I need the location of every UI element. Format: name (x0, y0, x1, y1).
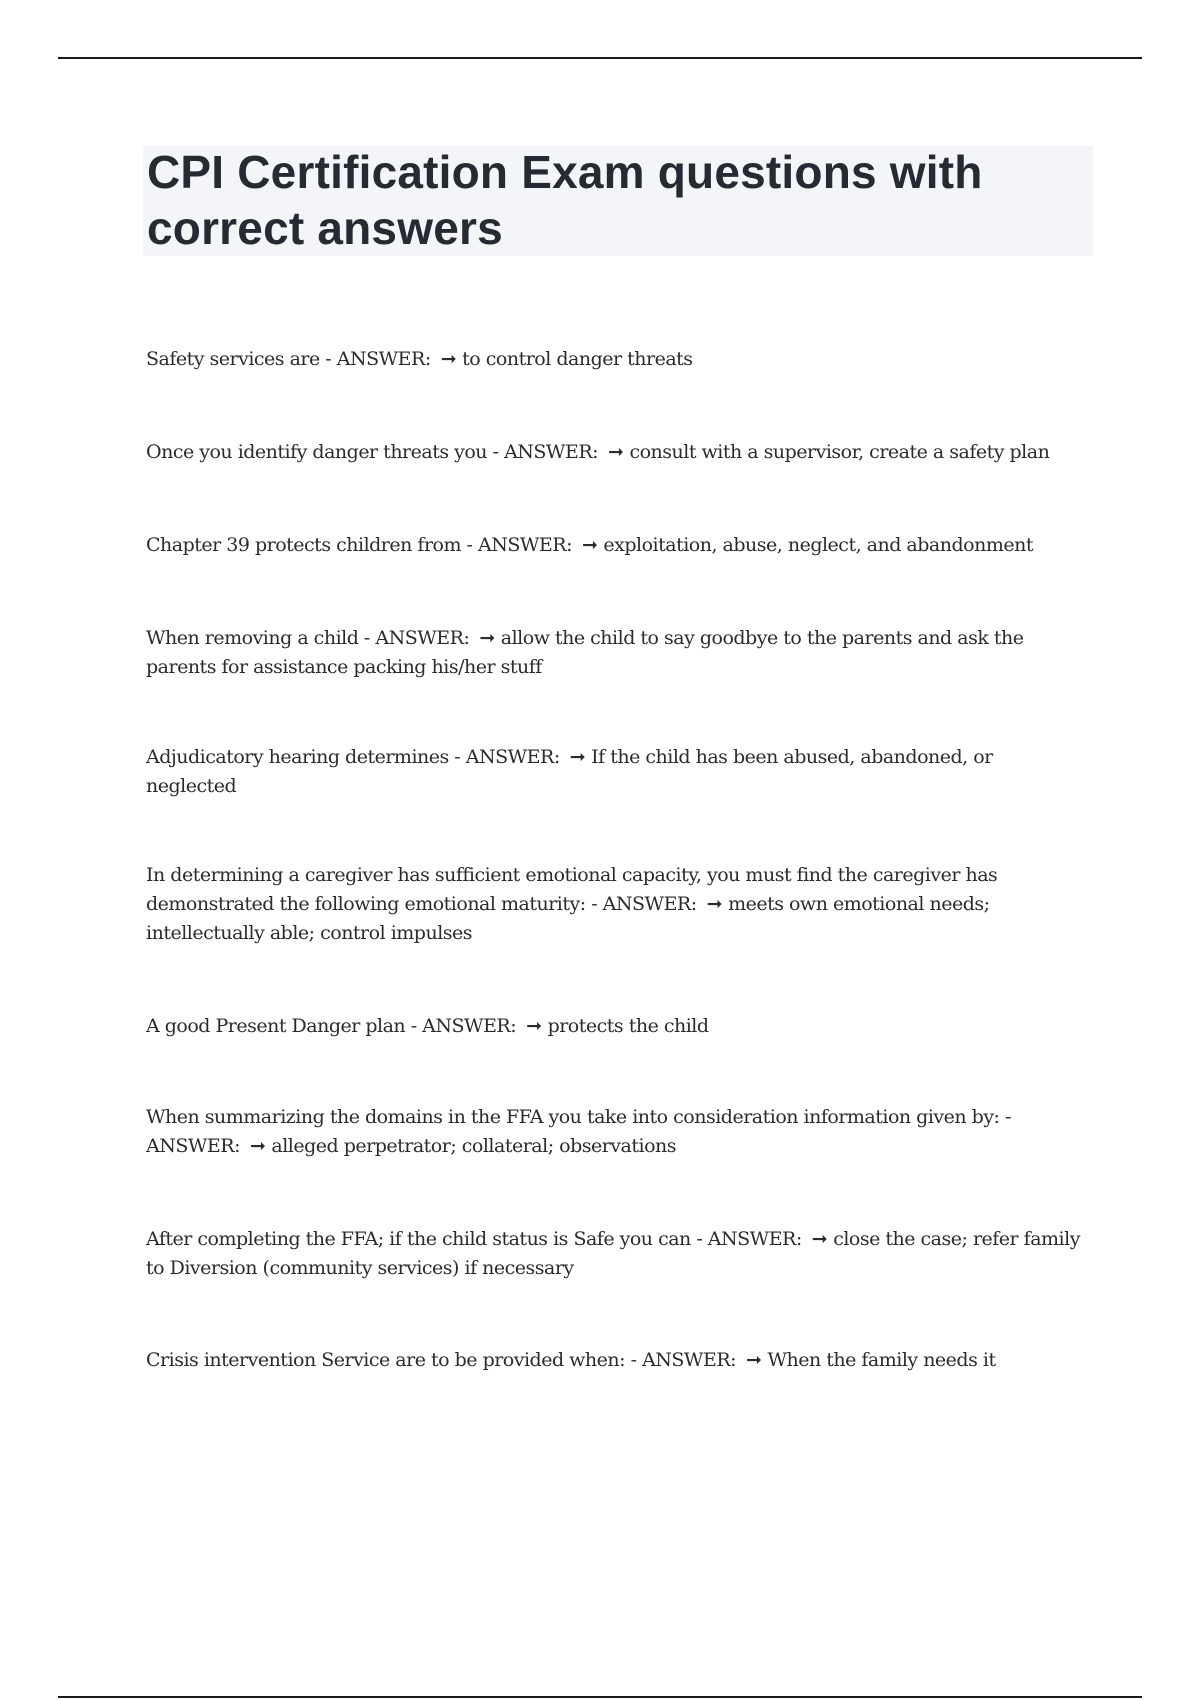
answer-marker: ANSWER: (504, 441, 599, 463)
question-text: In determining a caregiver has sufficient emotional capacity, you must find the caregiver has demonstrated the following emotional maturity: - (146, 864, 998, 915)
question-text: Adjudicatory hearing determines - (146, 746, 461, 768)
question-text: Chapter 39 protects children from - (146, 534, 473, 556)
qa-item (146, 1225, 1086, 1283)
qa-item (146, 743, 1086, 801)
answer-text: consult with a supervisor, create a safety plan (629, 441, 1050, 463)
arrow-icon: ➞ (440, 348, 457, 370)
question-text: After completing the FFA; if the child status is Safe you can - (146, 1228, 703, 1250)
arrow-icon: ➞ (569, 746, 586, 768)
arrow-icon: ➞ (811, 1228, 828, 1250)
answer-marker: ANSWER: (707, 1228, 802, 1250)
question-text: Crisis intervention Service are to be provided when: - (146, 1349, 637, 1371)
answer-marker: ANSWER: (422, 1015, 517, 1037)
answer-marker: ANSWER: (478, 534, 572, 556)
arrow-icon: ➞ (706, 893, 723, 915)
answer-text: allow the child to say goodbye to the parents and ask the parents for assistance packing his/her stuff (146, 627, 1024, 678)
question-text: Once you identify danger threats you - (146, 441, 499, 463)
answer-text: alleged perpetrator; collateral; observations (271, 1135, 677, 1157)
qa-item (146, 861, 1086, 948)
answer-marker: ANSWER: (375, 627, 470, 649)
answer-text: If the child has been abused, abandoned, or neglected (146, 746, 993, 797)
answer-marker: ANSWER: (602, 893, 697, 915)
bottom-divider (58, 1696, 1142, 1698)
qa-item (146, 1012, 1086, 1041)
document-title: CPI Certification Exam questions with correct answers (147, 146, 983, 254)
answer-text: exploitation, abuse, neglect, and abandonment (603, 534, 1033, 556)
top-divider (58, 57, 1142, 59)
arrow-icon: ➞ (608, 441, 624, 463)
question-text: When removing a child - (146, 627, 370, 649)
question-text: When summarizing the domains in the FFA you take into consideration information given by: - (146, 1106, 1011, 1128)
question-text: Safety services are - (146, 348, 332, 370)
arrow-icon: ➞ (479, 627, 495, 649)
qa-item (146, 1103, 1086, 1161)
answer-marker: ANSWER: (336, 348, 431, 370)
qa-item (146, 624, 1086, 682)
answer-text: protects the child (547, 1015, 709, 1037)
answer-text: to control danger threats (462, 348, 693, 370)
question-text: A good Present Danger plan - (146, 1015, 417, 1037)
answer-marker: ANSWER: (465, 746, 560, 768)
qa-item (146, 345, 1086, 374)
arrow-icon: ➞ (249, 1135, 266, 1157)
arrow-icon: ➞ (526, 1015, 542, 1037)
answer-marker: ANSWER: (146, 1135, 240, 1157)
answer-text: meets own emotional needs; intellectually able; control impulses (146, 893, 990, 944)
qa-item (146, 531, 1086, 560)
qa-item (146, 1346, 1086, 1375)
qa-item (146, 438, 1086, 467)
answer-text: When the family needs it (767, 1349, 996, 1371)
answer-marker: ANSWER: (642, 1349, 737, 1371)
answer-text: close the case; refer family to Diversion (community services) if necessary (146, 1228, 1080, 1279)
arrow-icon: ➞ (746, 1349, 762, 1371)
arrow-icon: ➞ (581, 534, 598, 556)
